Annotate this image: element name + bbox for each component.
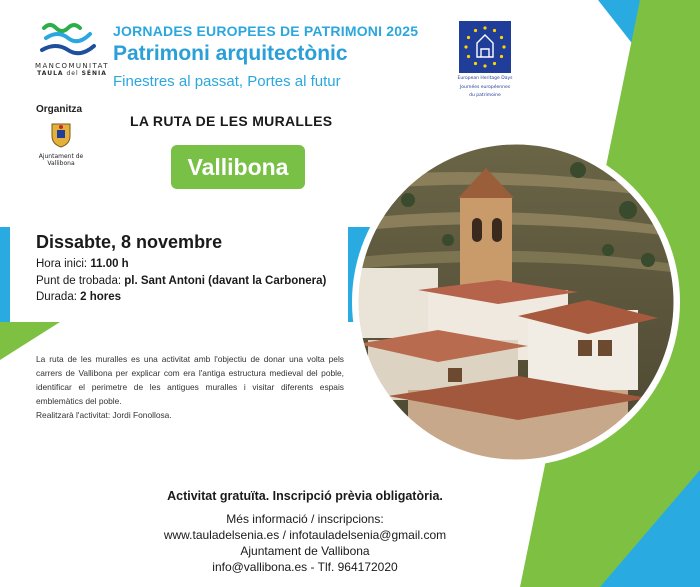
meeting-point-line bbox=[36, 275, 326, 287]
mancomunitat-name: MANCOMUNITAT bbox=[35, 62, 109, 70]
footer-notice: Activitat gratuïta. Inscripció prèvia obligatòria. bbox=[167, 489, 443, 503]
route-title: LA RUTA DE LES MURALLES bbox=[130, 113, 333, 129]
description-guide: Realitzarà l'activitat: Jordi Fonollosa. bbox=[36, 410, 172, 420]
meeting-point-value: pl. Sant Antoni (davant la Carbonera) bbox=[124, 275, 327, 287]
footer-ajuntament-contact: info@vallibona.es - Tlf. 964172020 bbox=[212, 560, 398, 574]
start-time-value: 11.00 h bbox=[90, 258, 129, 270]
event-date: Dissabte, 8 novembre bbox=[36, 232, 223, 252]
duration-label: Durada: bbox=[36, 291, 77, 303]
village-photo-image bbox=[348, 140, 688, 470]
duration-line bbox=[36, 291, 121, 303]
town-badge: Vallibona bbox=[171, 145, 305, 189]
ajuntament-logo bbox=[30, 122, 92, 167]
eu-stars-icon bbox=[459, 21, 511, 73]
footer-more-info: Més informació / inscripcions: bbox=[226, 512, 384, 526]
organitza-label: Organitza bbox=[36, 104, 83, 115]
ehd-line1: European Heritage Days bbox=[457, 76, 513, 81]
ehd-line3: du patrimoine bbox=[469, 93, 501, 98]
ehd-line2: Journées européennes bbox=[459, 84, 511, 90]
description bbox=[36, 352, 344, 422]
village-photo bbox=[348, 140, 688, 470]
european-heritage-days-logo bbox=[455, 21, 515, 99]
event-theme: Patrimoni arquitectònic bbox=[113, 42, 348, 65]
ehd-emblem bbox=[459, 21, 511, 73]
start-time-label: Hora inici: bbox=[36, 258, 88, 270]
event-tagline: Finestres al passat, Portes al futur bbox=[113, 73, 341, 90]
meeting-point-label: Punt de trobada: bbox=[36, 275, 122, 287]
footer-ajuntament: Ajuntament de Vallibona bbox=[240, 544, 370, 558]
description-text: La ruta de les muralles es una activitat amb l'objectiu de donar una volta pels carrers de Vallibona per explicar com era l'antiga estructura medieval del poble, identificar el perimetre de les antigues muralles i visitar diferents espais emblemàtics del poble. bbox=[36, 354, 344, 406]
ajuntament-name-line1: Ajuntament de bbox=[38, 153, 84, 160]
coat-of-arms-icon bbox=[49, 122, 73, 148]
duration-value: 2 hores bbox=[80, 291, 122, 303]
ajuntament-name-line2: Vallibona bbox=[47, 160, 75, 167]
footer-contacts: www.tauladelsenia.es / infotauladelsenia@gmail.com bbox=[163, 528, 447, 542]
taula-del-senia-logo-icon bbox=[38, 20, 98, 60]
start-time-line bbox=[36, 258, 129, 270]
event-title: JORNADES EUROPEES DE PATRIMONI 2025 bbox=[113, 23, 419, 39]
mancomunitat-subname: TAULA del SÉNIA bbox=[37, 70, 107, 77]
